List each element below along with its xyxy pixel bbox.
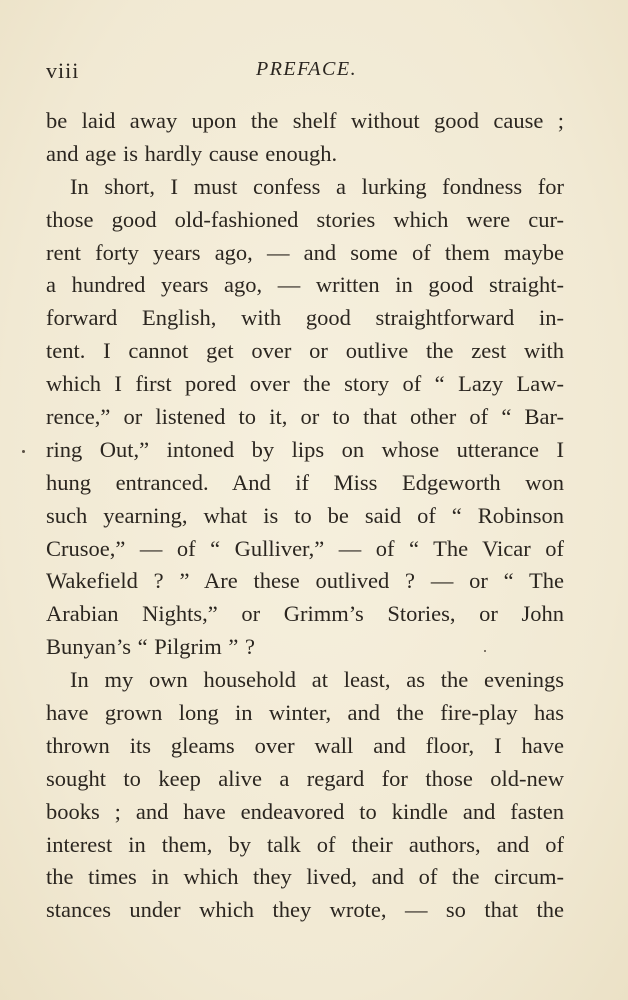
- text-line: Crusoe,” — of “ Gulliver,” — of “ The Vicar of: [46, 535, 564, 561]
- text-line: thrown its gleams over wall and floor, I have: [46, 732, 564, 758]
- text-line: Arabian Nights,” or Grimm’s Stories, or John: [46, 601, 564, 627]
- margin-speck: [22, 450, 25, 453]
- text-line: tent. I cannot get over or outlive the zest with: [46, 338, 564, 364]
- text-line: the times in which they lived, and of the circum-: [46, 864, 564, 890]
- running-head: PREFACE.: [256, 58, 358, 80]
- text-line: which I first pored over the story of “ Lazy Law-: [46, 371, 564, 397]
- page-number: viii: [46, 58, 80, 83]
- paragraph-start-line: In my own household at least, as the evenings: [70, 667, 564, 693]
- text-line: be laid away upon the shelf without good cause ;: [46, 108, 564, 133]
- text-line: interest in them, by talk of their authors, and of: [46, 831, 564, 857]
- text-line: such yearning, what is to be said of “ Robinson: [46, 502, 564, 528]
- paragraph-start-line: In short, I must confess a lurking fondness for: [70, 173, 564, 199]
- text-line: rent forty years ago, — and some of them maybe: [46, 239, 564, 265]
- text-line: a hundred years ago, — written in good straight-: [46, 272, 564, 298]
- text-line: those good old-fashioned stories which were cur-: [46, 206, 564, 232]
- text-line: hung entranced. And if Miss Edgeworth won: [46, 469, 564, 495]
- text-line: rence,” or listened to it, or to that other of “ Bar-: [46, 404, 564, 430]
- page-header: [46, 58, 562, 88]
- text-line: sought to keep alive a regard for those old-new: [46, 765, 564, 791]
- text-line: and age is hardly cause enough.: [46, 140, 338, 166]
- text-line: stances under which they wrote, — so that the: [46, 897, 564, 923]
- preface-text: [46, 105, 564, 927]
- page-speck: [484, 650, 486, 652]
- text-line: books ; and have endeavored to kindle and fasten: [46, 798, 564, 824]
- text-line: ring Out,” intoned by lips on whose utterance I: [46, 436, 564, 462]
- text-line: forward English, with good straightforward in-: [46, 305, 564, 331]
- text-line: have grown long in winter, and the fire-play has: [46, 700, 564, 726]
- text-line: Wakefield ? ” Are these outlived ? — or “ The: [46, 568, 564, 594]
- text-line: Bunyan’s “ Pilgrim ” ?: [46, 634, 255, 660]
